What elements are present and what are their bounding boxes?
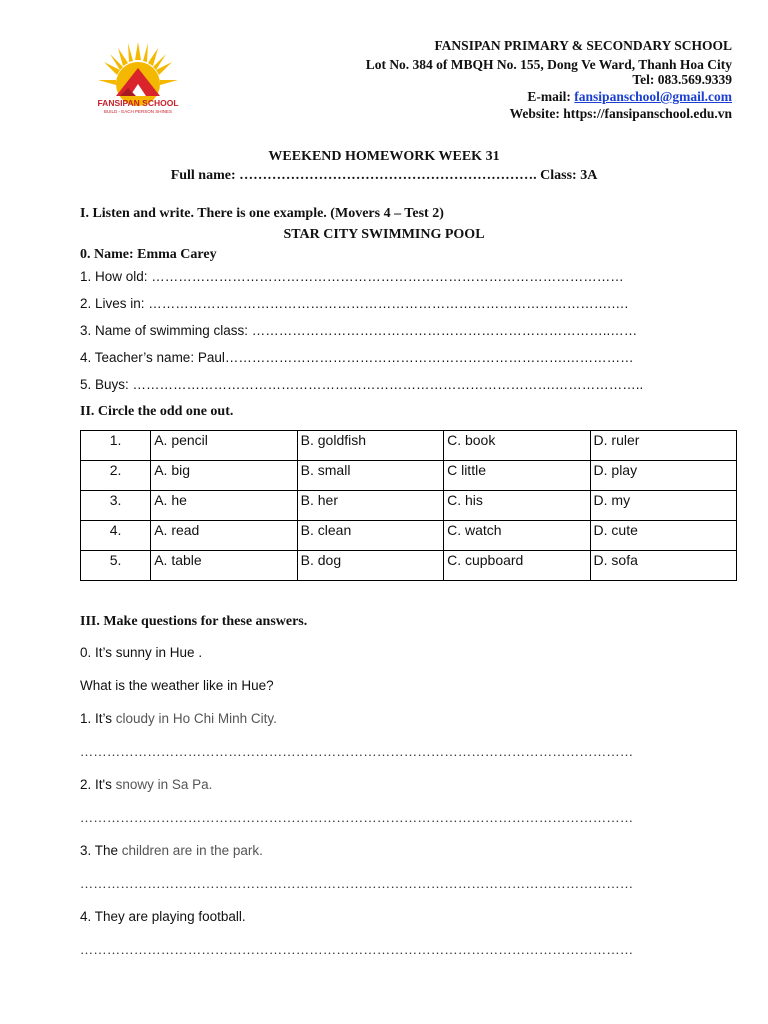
option-a[interactable]: A. big: [151, 461, 297, 491]
option-b[interactable]: B. small: [297, 461, 443, 491]
table-row: [81, 521, 737, 551]
option-a[interactable]: A. pencil: [151, 431, 297, 461]
section1-item-3: 3. Name of swimming class: ……………………………………………………………………..……: [80, 323, 638, 338]
option-b[interactable]: B. clean: [297, 521, 443, 551]
option-d[interactable]: D. sofa: [590, 551, 736, 581]
full-name-line: Full name: ………………………………………………………. Class: 3A: [170, 168, 598, 183]
answer-line-2[interactable]: ……………………………………………………………………………………………………………: [80, 810, 634, 825]
row-number: 2.: [81, 461, 151, 491]
school-address: Lot No. 384 of MBQH No. 155, Dong Ve Ward, Thanh Hoa City: [365, 57, 732, 72]
logo-tagline: BUILD - EACH PERSON SHINES: [103, 109, 172, 114]
logo-text: FANSIPAN SCHOOL: [97, 98, 179, 108]
answer-line-4[interactable]: ……………………………………………………………………………………………………………: [80, 942, 634, 957]
option-c[interactable]: C. cupboard: [444, 551, 590, 581]
section3-item-4: [80, 909, 246, 924]
option-c[interactable]: C little: [444, 461, 590, 491]
school-logo: [96, 40, 180, 120]
section3-example-question: What is the weather like in Hue?: [80, 678, 274, 693]
option-d[interactable]: D. play: [590, 461, 736, 491]
section3-example-answer: 0. It’s sunny in Hue .: [80, 645, 203, 660]
school-website: Website: https://fansipanschool.edu.vn: [509, 106, 732, 121]
option-b[interactable]: B. goldfish: [297, 431, 443, 461]
row-number: 5.: [81, 551, 151, 581]
section1-item-5: 5. Buys: ………………………………………………………………………………….………………..: [80, 377, 644, 392]
table-row: [81, 461, 737, 491]
page-title: WEEKEND HOMEWORK WEEK 31: [268, 149, 500, 164]
section3-item-3: [80, 843, 263, 858]
option-d[interactable]: D. cute: [590, 521, 736, 551]
email-label: E-mail:: [527, 89, 575, 104]
section3-item-1: [80, 711, 277, 726]
row-number: 1.: [81, 431, 151, 461]
option-a[interactable]: A. table: [151, 551, 297, 581]
row-number: 3.: [81, 491, 151, 521]
answer-prefix: 4. They are playing football.: [80, 909, 246, 924]
option-d[interactable]: D. my: [590, 491, 736, 521]
answer-rest: snowy in Sa Pa.: [115, 777, 213, 792]
section1-heading: I. Listen and write. There is one example. (Movers 4 – Test 2): [80, 206, 444, 221]
option-c[interactable]: C. his: [444, 491, 590, 521]
section1-item-4: 4. Teacher’s name: Paul………………………………………………………………….……………: [80, 350, 634, 365]
option-b[interactable]: B. her: [297, 491, 443, 521]
table-row: [81, 431, 737, 461]
section1-subheading: STAR CITY SWIMMING POOL: [283, 227, 485, 242]
school-tel: Tel: 083.569.9339: [632, 72, 732, 87]
answer-line-1[interactable]: ……………………………………………………………………………………………………………: [80, 744, 634, 759]
option-d[interactable]: D. ruler: [590, 431, 736, 461]
section1-example: 0. Name: Emma Carey: [80, 247, 217, 262]
section2-heading: II. Circle the odd one out.: [80, 404, 234, 419]
school-email-line: [527, 89, 732, 105]
section3-heading: III. Make questions for these answers.: [80, 614, 308, 629]
option-b[interactable]: B. dog: [297, 551, 443, 581]
option-a[interactable]: A. he: [151, 491, 297, 521]
option-c[interactable]: C. book: [444, 431, 590, 461]
option-c[interactable]: C. watch: [444, 521, 590, 551]
row-number: 4.: [81, 521, 151, 551]
answer-prefix: 1. It’s: [80, 711, 116, 726]
answer-rest: children are in the park.: [121, 843, 263, 858]
option-a[interactable]: A. read: [151, 521, 297, 551]
answer-prefix: 3. The: [80, 843, 122, 858]
odd-one-out-table: [80, 430, 737, 581]
table-row: [81, 551, 737, 581]
answer-line-3[interactable]: ……………………………………………………………………………………………………………: [80, 876, 634, 891]
school-name: FANSIPAN PRIMARY & SECONDARY SCHOOL: [434, 38, 732, 53]
table-row: [81, 491, 737, 521]
email-link[interactable]: fansipanschool@gmail.com: [574, 89, 732, 104]
section1-item-2: 2. Lives in: ………………………………………………………………………………………….….: [80, 296, 629, 311]
answer-prefix: 2. It's: [80, 777, 116, 792]
section3-item-2: [80, 777, 212, 792]
answer-rest: cloudy in Ho Chi Minh City.: [115, 711, 277, 726]
section1-item-1: 1. How old: ……………………………………………………………………………………………: [80, 269, 624, 284]
